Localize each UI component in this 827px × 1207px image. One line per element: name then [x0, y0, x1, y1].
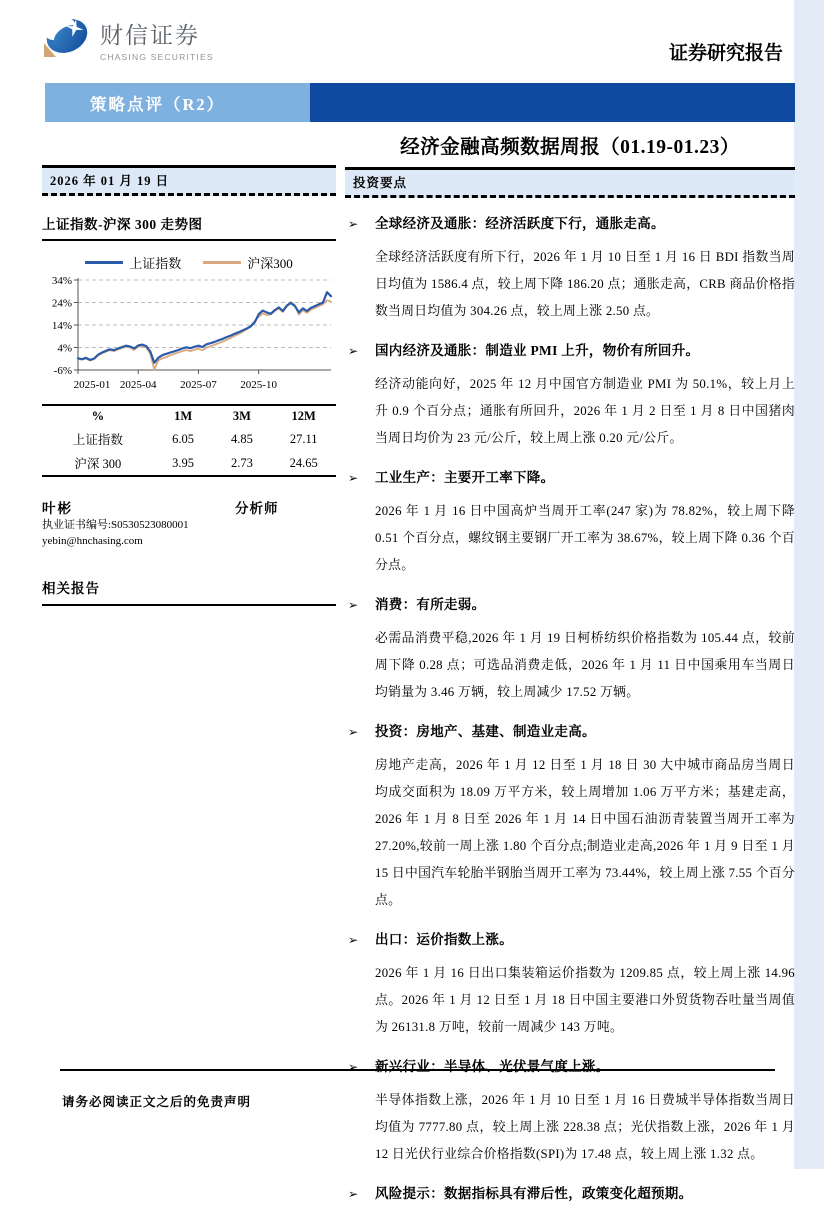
chart-legend: [42, 253, 336, 272]
legend-line-sse: [85, 261, 123, 264]
category-banner-dark: [310, 83, 795, 122]
bullet-heading: [345, 465, 795, 491]
performance-table-header: % 1M 3M 12M: [91, 409, 316, 423]
chart-title: 上证指数-沪深 300 走势图: [42, 213, 336, 241]
svg-text:14%: 14%: [51, 320, 72, 332]
arrow-bullet-icon: ➢: [348, 598, 359, 612]
bullet-heading-text: 投资：房地产、基建、制造业走高。: [375, 724, 596, 739]
legend-item-sse: [85, 253, 181, 272]
bullet-heading: [345, 338, 795, 364]
arrow-bullet-icon: ➢: [348, 344, 359, 358]
bullet-heading: [345, 1181, 795, 1207]
svg-text:2025-07: 2025-07: [180, 379, 217, 391]
bullet-heading-text: 全球经济及通胀：经济活跃度下行，通胀走高。: [375, 216, 665, 231]
bullets: [345, 211, 795, 1207]
related-reports-heading: 相关报告: [42, 577, 336, 606]
legend-label-sse: 上证指数: [129, 256, 182, 271]
arrow-bullet-icon: ➢: [348, 933, 359, 947]
arrow-bullet-icon: ➢: [348, 1060, 359, 1074]
svg-text:4%: 4%: [57, 342, 72, 355]
report-type-label: 证券研究报告: [668, 43, 783, 64]
bullet-body-text: 2026 年 1 月 16 日出口集装箱运价指数为 1209.85 点，较上周上涨 14.96 点。2026 年 1 月 12 日至 1 月 18 日中国主要港口外贸货物吞吐量当周值为 26131.8 万吨，较前一周减少 143 万吨。: [375, 966, 795, 1034]
category-label: 策略点评（R2）: [90, 94, 226, 114]
svg-text:-6%: -6%: [53, 365, 72, 377]
legend-line-csi300: [203, 261, 241, 264]
arrow-bullet-icon: ➢: [348, 217, 359, 231]
analyst-block: [42, 497, 336, 549]
main-content: [345, 167, 795, 1207]
svg-text:2025-04: 2025-04: [119, 379, 157, 391]
bullet-body-text: 半导体指数上涨，2026 年 1 月 10 日至 1 月 16 日费城半导体指数当周日均值为 7777.80 点，较上周上涨 228.38 点；光伏指数上涨，2026 年 1 月 12 日光伏行业综合价格指数(SPI)为 17.48 点，较上周上涨 1.32 点。: [375, 1093, 795, 1161]
legend-item-csi300: [203, 253, 293, 272]
table-row: 上证指数 6.05 4.85 27.11: [72, 431, 318, 447]
bullet-heading-text: 国内经济及通胀：制造业 PMI 上升，物价有所回升。: [375, 343, 700, 358]
company-logo-icon: [40, 13, 92, 66]
arrow-bullet-icon: ➢: [348, 1187, 359, 1201]
bullet-body-text: 房地产走高，2026 年 1 月 12 日至 1 月 18 日 30 大中城市商品房当周日均成交面积为 18.09 万平方米，较上周增加 1.06 万平方米；基建走高，2026 年 1 月 8 日至 2026 年 1 月 14 日中国石油沥青装置当周开工率为 27.20%,较前一周上涨 1.80 个百分点;制造业走高,2026 年 1 月 9 日至 1 月 15 日中国汽车轮胎半钢胎当周开工率为 73.44%，较上周上涨 7.55 个百分点。: [375, 758, 795, 907]
bullet-heading: [345, 1054, 795, 1080]
left-sidebar: [42, 165, 336, 606]
company-name: 财信证券: [100, 22, 200, 48]
disclaimer-note: 请务必阅读正文之后的免责声明: [62, 1095, 252, 1109]
bullet-body-text: 经济动能向好，2025 年 12 月中国官方制造业 PMI 为 50.1%，较上月上升 0.9 个百分点；通胀有所回升，2026 年 1 月 2 日至 1 月 8 日中国猪肉当周日均价为 23 元/公斤，较上周上涨 0.20 元/公斤。: [375, 377, 795, 445]
svg-text:24%: 24%: [51, 297, 72, 310]
investment-highlights-heading: 投资要点: [345, 167, 795, 198]
bullet-body-text: 必需品消费平稳,2026 年 1 月 19 日柯桥纺织价格指数为 105.44 点，较前周下降 0.28 点；可选品消费走低，2026 年 1 月 11 日中国乘用车当周日均销量为 3.46 万辆，较上周减少 17.52 万辆。: [375, 631, 795, 699]
trend-chart: [42, 274, 336, 396]
arrow-bullet-icon: ➢: [348, 471, 359, 485]
bullet-heading: [345, 927, 795, 953]
bullet-heading: [345, 592, 795, 618]
bullet-heading-text: 出口：运价指数上涨。: [375, 932, 513, 947]
bullet-heading-text: 消费：有所走弱。: [375, 597, 486, 612]
bullet-heading-text: 风险提示：数据指标具有滞后性，政策变化超预期。: [375, 1186, 693, 1201]
analyst-role: 分析师: [235, 501, 279, 516]
legend-label-csi300: 沪深300: [247, 256, 293, 271]
bullet-heading: [345, 211, 795, 237]
analyst-name: 叶彬: [42, 501, 73, 516]
company-name-en: CHASING SECURITIES: [100, 52, 214, 62]
bullet-body-text: 2026 年 1 月 16 日中国高炉当周开工率(247 家)为 78.82%，较上周下降 0.51 个百分点，螺纹钢主要钢厂开工率为 38.67%，较上周下降 0.36 个百分点。: [375, 504, 795, 572]
company-logo: [40, 13, 214, 66]
category-banner: [45, 83, 795, 122]
analyst-email[interactable]: yebin@hnchasing.com: [42, 535, 143, 547]
svg-text:2025-01: 2025-01: [73, 379, 111, 391]
arrow-bullet-icon: ➢: [348, 725, 359, 739]
page-edge-stripe: [794, 0, 824, 1169]
footer-divider: [60, 1069, 775, 1071]
bullet-body-text: 全球经济活跃度有所下行，2026 年 1 月 10 日至 1 月 16 日 BDI 指数当周日均值为 1586.4 点，较上周下降 186.20 点；通胀走高，CRB 商品价格指数当周日均值为 304.26 点，较上周上涨 2.50 点。: [375, 250, 795, 318]
bullet-heading-text: 新兴行业：半导体、光伏景气度上涨。: [375, 1059, 610, 1074]
svg-text:34%: 34%: [51, 275, 72, 287]
report-title: 经济金融高频数据周报（01.19-01.23）: [400, 137, 740, 158]
category-banner-light: [45, 83, 310, 122]
performance-table: [42, 404, 336, 477]
svg-text:2025-10: 2025-10: [240, 379, 277, 391]
analyst-cert-number: 执业证书编号:S0530523080001: [42, 519, 189, 531]
bullet-heading-text: 工业生产：主要开工率下降。: [375, 470, 555, 485]
report-date: 2026 年 01 月 19 日: [42, 165, 336, 196]
table-row: 沪深 300 3.95 2.73 24.65: [74, 455, 318, 471]
bullet-heading: [345, 719, 795, 745]
